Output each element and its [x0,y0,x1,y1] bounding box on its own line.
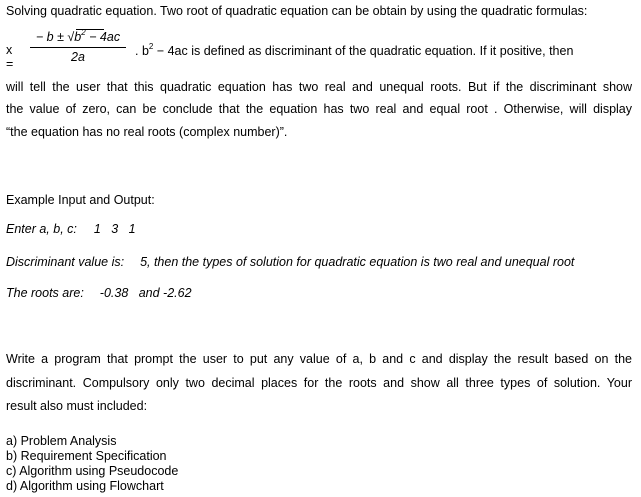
input-label: Enter a, b, c: [6,222,77,236]
task-line-3: result also must included: [6,399,148,413]
list-item: d) Algorithm using Flowchart [6,479,164,493]
intro-line-2: will tell the user that this quadratic equation has two real and unequal roots. But if the discriminant show [6,80,632,94]
discriminant-definition: . $b^2 - 4ac$ is defined as discriminant of the quadratic equation. If it positive, then [135,42,574,58]
list-item: b) Requirement Specification [6,449,167,463]
discriminant-label: Discriminant value is: [6,255,125,269]
input-values: 1 3 1 [93,222,136,236]
example-heading: Example Input and Output: [6,193,155,207]
formula-x: x = [6,43,14,71]
fraction-bar [30,47,126,48]
roots-value: -0.38 and -2.62 [99,286,192,300]
example-input-row [6,222,136,236]
task-line-2: discriminant. Compulsory only two decimal places for the roots and show all three types of solution. Your [6,376,632,390]
formula-numerator: − $b \pm √b^2 - 4ac$ [35,28,121,44]
example-discriminant-row [6,255,574,269]
list-item: c) Algorithm using Pseudocode [6,464,179,478]
intro-line-1: Solving quadratic equation. Two root of quadratic equation can be obtain by using the quadratic formulas: [6,4,588,18]
formula-denominator: 2a [71,50,85,64]
sqrt-overline [76,29,104,30]
list-item: a) Problem Analysis [6,434,117,448]
example-roots-row [6,286,192,300]
roots-label: The roots are: [6,286,84,300]
discriminant-value: 5, then the types of solution for quadratic equation is two real and unequal root [140,255,575,269]
requirement-list [6,434,178,494]
intro-line-4: “the equation has no real roots (complex number)”. [6,125,288,139]
intro-line-3: the value of zero, can be conclude that the equation has two real and equal root . Otherwise, will display [6,102,632,116]
task-line-1: Write a program that prompt the user to put any value of a, b and c and display the result based on the [6,352,632,366]
